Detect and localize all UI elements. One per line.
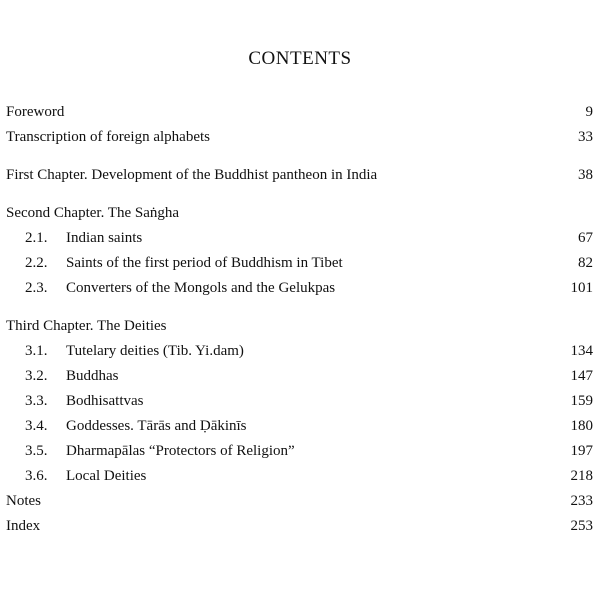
toc-entry-page: 38 xyxy=(578,167,593,183)
toc-entry-page: 67 xyxy=(578,230,593,246)
toc-entry-label xyxy=(6,366,119,386)
page-title: CONTENTS xyxy=(248,48,352,69)
toc-entry-label: Third Chapter. The Deities xyxy=(6,318,167,334)
toc-entry-label: Second Chapter. The Saṅgha xyxy=(6,205,180,221)
toc-entry xyxy=(6,127,593,147)
toc-entry-number: 2.3. xyxy=(25,280,48,296)
toc-entry-page: 101 xyxy=(570,280,593,296)
toc-entry-label xyxy=(6,278,335,298)
toc-entry-text: Tutelary deities (Tib. Yi.dam) xyxy=(66,343,244,359)
toc-entry-text: Buddhas xyxy=(66,368,119,384)
toc-entry-text: Bodhisattvas xyxy=(66,393,144,409)
toc-entry xyxy=(6,102,593,122)
toc-chapter-heading xyxy=(6,316,593,336)
toc-entry-text: Saints of the first period of Buddhism in Tibet xyxy=(66,255,343,271)
toc-entry-label xyxy=(6,441,295,461)
toc-entry-page: 134 xyxy=(570,343,593,359)
toc-subentry xyxy=(6,466,593,486)
toc-entry-label: Transcription of foreign alphabets xyxy=(6,129,210,145)
toc-entry-number: 3.2. xyxy=(25,368,48,384)
toc-entry-label xyxy=(6,391,144,411)
toc-subentry xyxy=(6,253,593,273)
toc-entry-page: 82 xyxy=(578,255,593,271)
toc-entry-text: Local Deities xyxy=(66,468,147,484)
toc-entry-page: 147 xyxy=(570,368,593,384)
toc-subentry xyxy=(6,416,593,436)
toc-entry xyxy=(6,165,593,185)
toc-entry-text: Dharmapālas “Protectors of Religion” xyxy=(66,443,295,459)
toc-entry-page: 233 xyxy=(570,493,593,509)
toc-entry-number: 3.3. xyxy=(25,393,48,409)
toc-subentry xyxy=(6,366,593,386)
toc-entry xyxy=(6,491,593,511)
toc-entry-number: 3.4. xyxy=(25,418,48,434)
toc-entry-page: 180 xyxy=(570,418,593,434)
toc-entry-label: Notes xyxy=(6,493,41,509)
toc-entry-number: 3.6. xyxy=(25,468,48,484)
toc-entry-page: 218 xyxy=(570,468,593,484)
toc-entry xyxy=(6,516,593,536)
toc-entry-text: Indian saints xyxy=(66,230,143,246)
toc-entry-number: 3.1. xyxy=(25,343,48,359)
toc-entry-label xyxy=(6,253,343,273)
toc-entry-label xyxy=(6,466,146,486)
toc-entry-page: 197 xyxy=(570,443,593,459)
toc-entry-number: 2.2. xyxy=(25,255,48,271)
toc-subentry xyxy=(6,441,593,461)
toc-subentry xyxy=(6,341,593,361)
toc-entry-label xyxy=(6,341,244,361)
toc-entry-text: Goddesses. Tārās and Ḍākinīs xyxy=(66,418,247,434)
toc-entry-label: Foreword xyxy=(6,104,65,120)
toc-subentry xyxy=(6,391,593,411)
toc-subentry xyxy=(6,228,593,248)
toc-entry-label xyxy=(6,228,142,248)
toc-entry-label: Index xyxy=(6,518,41,534)
toc-entry-page: 253 xyxy=(570,518,593,534)
toc-entry-label: First Chapter. Development of the Buddhist pantheon in India xyxy=(6,167,378,183)
toc-entry-text: Converters of the Mongols and the Gelukpas xyxy=(66,280,336,296)
toc-entry-page: 9 xyxy=(585,104,593,120)
toc-subentry xyxy=(6,278,593,298)
toc-entry-number: 3.5. xyxy=(25,443,48,459)
toc-entry-page: 159 xyxy=(570,393,593,409)
toc-entry-number: 2.1. xyxy=(25,230,48,246)
toc-entry-page: 33 xyxy=(578,129,593,145)
toc-entry-label xyxy=(6,416,247,436)
toc-chapter-heading xyxy=(6,203,593,223)
